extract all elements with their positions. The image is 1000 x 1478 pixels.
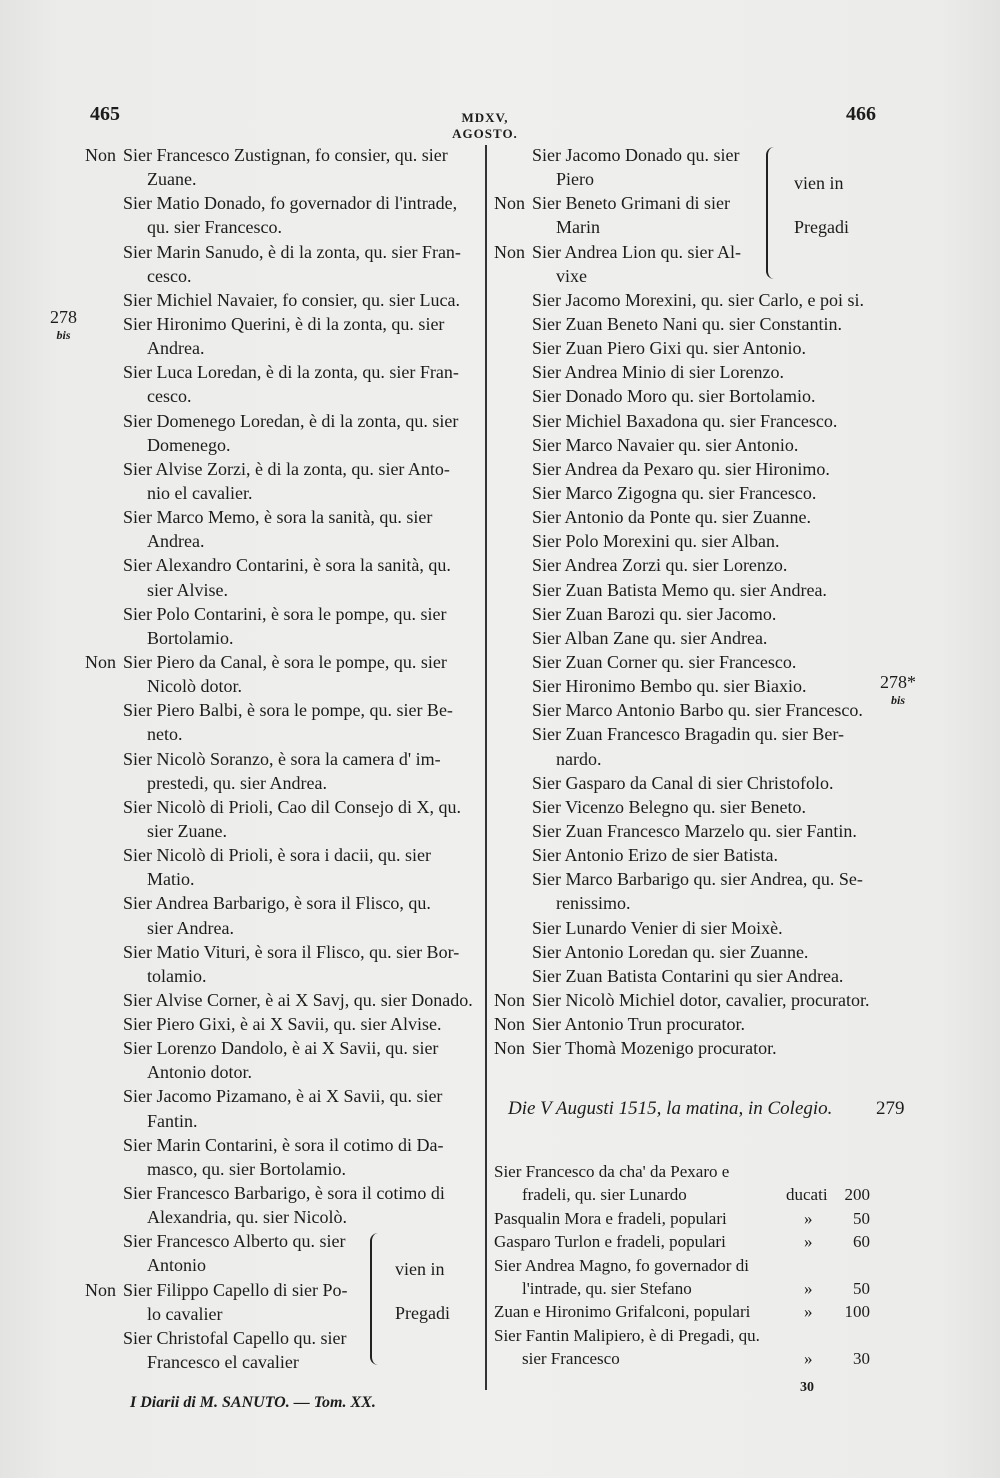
entry-line: Sier Marco Barbarigo qu. sier Andrea, qu. Se-: [532, 869, 863, 890]
amount: 100: [844, 1302, 870, 1322]
entry: [85, 795, 477, 843]
amount: 50: [853, 1278, 870, 1298]
entry-line: Sier Marin Contarini, è sora il cotimo di Da-: [123, 1134, 444, 1155]
entry-line: Sier Piero Balbi, è sora le pompe, qu. sier Be-: [123, 700, 453, 721]
entry: [494, 698, 880, 722]
entry-line: Sier Andrea da Pexaro qu. sier Hironimo.: [532, 458, 830, 479]
entry-line: Sier Matio Donado, fo governador di l'intrade,: [123, 193, 458, 214]
entry-line: renissimo.: [556, 893, 631, 914]
amount: 200: [844, 1185, 870, 1205]
entry: [494, 288, 880, 312]
entry: [494, 553, 880, 577]
entry: [494, 988, 880, 1012]
entry-line: Antonio dotor.: [147, 1062, 253, 1083]
entry-line: Sier Marin Sanudo, è di la zonta, qu. sier Fran-: [123, 241, 461, 262]
entry-line: cesco.: [147, 265, 192, 286]
entry: [85, 553, 477, 601]
entry: [494, 795, 880, 819]
entry-line: tolamio.: [147, 965, 207, 986]
entry-line: Sier Beneto Grimani di sier: [532, 193, 730, 214]
entry-line: neto.: [147, 724, 183, 745]
page-footer: I Diarii di M. SANUTO. — Tom. XX.: [130, 1394, 376, 1411]
entry-line: Sier Zuan Batista Contarini qu sier Andrea.: [532, 965, 844, 986]
entry: [85, 1036, 477, 1084]
entry-line: sier Zuane.: [147, 820, 227, 841]
entry-line: Matio.: [147, 869, 195, 890]
running-header: MDXV, AGOSTO.: [452, 110, 518, 141]
entry: [85, 650, 477, 698]
brace: [370, 1233, 378, 1365]
entry-line: Antonio: [147, 1255, 207, 1276]
ditto-mark: »: [804, 1208, 813, 1228]
amount: 50: [853, 1208, 870, 1228]
entry-line: Sier Matio Vituri, è sora il Flisco, qu. sier Bor-: [123, 941, 460, 962]
entry-line: Sier Domenego Loredan, è di la zonta, qu. sier: [123, 410, 459, 431]
entry: [494, 867, 880, 915]
entry-line: Sier Polo Morexini qu. sier Alban.: [532, 531, 780, 552]
entry: [85, 1084, 477, 1132]
entry: [494, 433, 880, 457]
entry: [494, 650, 880, 674]
ditto-mark: »: [804, 1349, 813, 1369]
entry: [494, 529, 880, 553]
entry: [494, 626, 880, 650]
entry-line: qu. sier Francesco.: [147, 217, 282, 238]
currency: ducati: [786, 1185, 828, 1205]
ledger-line: Sier Fantin Malipiero, è di Pregadi, qu.: [494, 1325, 760, 1345]
ledger-row: [494, 1207, 874, 1230]
group-label: Pregadi: [395, 1303, 450, 1324]
ledger-row: [494, 1277, 874, 1300]
entry-line: Sier Filippo Capello di sier Po-: [123, 1279, 348, 1300]
entry-line: Sier Antonio Loredan qu. sier Zuanne.: [532, 941, 809, 962]
entry-line: Sier Alvise Corner, è ai X Savj, qu. sier Donado.: [123, 989, 473, 1010]
left-page-number: 465: [90, 103, 120, 125]
entry-line: Sier Marco Antonio Barbo qu. sier Francesco.: [532, 700, 863, 721]
entry: [494, 964, 880, 988]
entry: [494, 312, 880, 336]
entry-line: Alexandria, qu. sier Nicolò.: [147, 1207, 347, 1228]
entry-line: nio el cavalier.: [147, 482, 253, 503]
entry-line: Sier Alvise Zorzi, è di la zonta, qu. sier Anto-: [123, 458, 450, 479]
ledger-row: [494, 1300, 874, 1323]
entry-line: sier Andrea.: [147, 917, 234, 938]
non-marker: Non: [85, 145, 116, 165]
entry-line: Sier Gasparo da Canal di sier Christofolo.: [532, 772, 834, 793]
entry-line: Sier Zuan Barozi qu. sier Jacomo.: [532, 603, 777, 624]
entry: [85, 409, 477, 457]
entry-line: Sier Polo Contarini, è sora le pompe, qu. sier: [123, 603, 447, 624]
right-margin-note: [880, 673, 916, 709]
entry-line: Sier Piero Gixi, è ai X Savii, qu. sier Alvise.: [123, 1014, 442, 1035]
non-marker: Non: [85, 651, 116, 672]
bracketed-group: [85, 1229, 477, 1374]
entry-line: Sier Christofal Capello qu. sier: [123, 1327, 347, 1348]
entry-line: Sier Francesco Zustignan, fo consier, qu. sier: [123, 145, 448, 165]
ledger-row: [494, 1230, 874, 1253]
entry-line: Sier Nicolò Soranzo, è sora la camera d' im-: [123, 748, 441, 769]
entry: [494, 360, 880, 384]
entry-line: Sier Lorenzo Dandolo, è ai X Savii, qu. sier: [123, 1038, 439, 1059]
ledger-name: sier Francesco: [522, 1349, 620, 1369]
ledger-row: [494, 1183, 874, 1206]
entry: [85, 191, 477, 239]
entry-line: Sier Zuan Francesco Bragadin qu. sier Ber-: [532, 724, 845, 745]
entry-line: Sier Zuan Corner qu. sier Francesco.: [532, 651, 797, 672]
non-marker: Non: [494, 1014, 525, 1035]
entry-line: Sier Nicolò di Prioli, è sora i dacii, qu. sier: [123, 845, 431, 866]
ledger-name: Pasqualin Mora e fradeli, populari: [494, 1208, 727, 1228]
entry-line: Sier Marco Memo, è sora la sanità, qu. sier: [123, 507, 433, 528]
entry-line: prestedi, qu. sier Andrea.: [147, 772, 327, 793]
non-marker: Non: [85, 1279, 116, 1300]
entry: [85, 457, 477, 505]
entry: [494, 722, 880, 770]
left-margin-note: [50, 308, 77, 344]
entry: [85, 143, 477, 191]
entry-line: Piero: [556, 169, 594, 190]
entry: [494, 916, 880, 940]
entry-line: Sier Piero da Canal, è sora le pompe, qu. sier: [123, 651, 447, 672]
entry: [494, 336, 880, 360]
entry-line: Sier Thomà Mozenigo procurator.: [532, 1038, 777, 1059]
ledger-name: Gasparo Turlon e fradeli, populari: [494, 1232, 726, 1252]
entry: [494, 1036, 880, 1060]
entry-line: vixe: [556, 265, 587, 286]
entry-line: Fantin.: [147, 1110, 198, 1131]
entry-line: Sier Andrea Barbarigo, è sora il Flisco, qu.: [123, 893, 431, 914]
entry: [85, 1133, 477, 1181]
entry-line: Sier Zuan Piero Gixi qu. sier Antonio.: [532, 338, 806, 359]
ledger-line: Sier Andrea Magno, fo governador di: [494, 1255, 749, 1275]
entry: [85, 940, 477, 988]
column-divider: [485, 145, 487, 1390]
entry-line: sier Alvise.: [147, 579, 228, 600]
entry-line: Sier Hironimo Querini, è di la zonta, qu. sier: [123, 313, 445, 334]
entry: [494, 505, 880, 529]
entry-line: Sier Marco Navaier qu. sier Antonio.: [532, 434, 799, 455]
entry-line: Sier Michiel Navaier, fo consier, qu. sier Luca.: [123, 289, 460, 310]
brace: [766, 147, 774, 279]
entry-line: cesco.: [147, 386, 192, 407]
section-number: 279: [876, 1098, 905, 1119]
margin-bis: bis: [890, 693, 905, 707]
ledger-name: fradeli, qu. sier Lunardo: [522, 1185, 687, 1205]
ledger-name: l'intrade, qu. sier Stefano: [522, 1278, 692, 1298]
entry-line: Andrea.: [147, 531, 205, 552]
entry-line: Sier Alban Zane qu. sier Andrea.: [532, 627, 768, 648]
entry: [85, 1326, 477, 1374]
entry-line: Sier Francesco Barbarigo, è sora il cotimo di: [123, 1183, 445, 1204]
entry: [494, 843, 880, 867]
entry-line: Zuane.: [147, 169, 197, 190]
entry-line: Sier Michiel Baxadona qu. sier Francesco.: [532, 410, 838, 431]
entry: [494, 240, 880, 288]
entry-line: Andrea.: [147, 338, 205, 359]
entry: [85, 988, 477, 1012]
entry-line: nardo.: [556, 748, 602, 769]
entry: [494, 771, 880, 795]
entry: [85, 891, 477, 939]
entry-line: Sier Marco Zigogna qu. sier Francesco.: [532, 482, 817, 503]
entry: [494, 578, 880, 602]
entry: [494, 481, 880, 505]
entry: [494, 457, 880, 481]
ledger-name: Zuan e Hironimo Grifalconi, populari: [494, 1302, 751, 1322]
entry: [85, 360, 477, 408]
entry: [494, 384, 880, 408]
entry: [494, 674, 880, 698]
entry-line: Bortolamio.: [147, 627, 234, 648]
entry-line: Sier Andrea Zorzi qu. sier Lorenzo.: [532, 555, 788, 576]
entry-line: Sier Luca Loredan, è di la zonta, qu. sier Fran-: [123, 362, 459, 383]
entry: [85, 698, 477, 746]
entry-line: Sier Zuan Batista Memo qu. sier Andrea.: [532, 579, 827, 600]
non-marker: Non: [494, 193, 525, 214]
margin-bis: bis: [56, 328, 71, 342]
non-marker: Non: [494, 241, 525, 262]
entry-line: Sier Antonio Trun procurator.: [532, 1014, 746, 1035]
margin-number: 278: [50, 307, 77, 327]
right-page-number: 466: [846, 103, 876, 125]
bracketed-group: [494, 143, 880, 288]
ledger-table: [494, 1160, 874, 1371]
entry-line: masco, qu. sier Bortolamio.: [147, 1158, 346, 1179]
entry: [85, 1012, 477, 1036]
group-label: vien in: [794, 173, 844, 193]
entry: [85, 240, 477, 288]
amount: 30: [853, 1349, 870, 1369]
entry: [494, 1012, 880, 1036]
signature-mark: 30: [800, 1380, 814, 1395]
entry-line: Sier Donado Moro qu. sier Bortolamio.: [532, 386, 816, 407]
entry-line: Sier Andrea Lion qu. sier Al-: [532, 241, 741, 262]
ditto-mark: »: [804, 1302, 813, 1322]
entry-line: Sier Lunardo Venier di sier Moixè.: [532, 917, 783, 938]
ledger-row: [494, 1347, 874, 1370]
entry-line: Sier Nicolò Michiel dotor, cavalier, procurator.: [532, 989, 870, 1010]
ledger-line: Sier Francesco da cha' da Pexaro e: [494, 1162, 730, 1181]
entry-line: Francesco el cavalier: [147, 1352, 299, 1373]
entry: [85, 1181, 477, 1229]
left-column: [85, 143, 477, 1374]
entry-line: Sier Hironimo Bembo qu. sier Biaxio.: [532, 676, 807, 697]
entry-line: Sier Francesco Alberto qu. sier: [123, 1231, 346, 1252]
entry: [85, 312, 477, 360]
entry-line: Sier Zuan Beneto Nani qu. sier Constantin.: [532, 313, 842, 334]
entry: [494, 940, 880, 964]
non-marker: Non: [494, 989, 525, 1010]
entry-line: Sier Jacomo Pizamano, è ai X Savii, qu. sier: [123, 1086, 443, 1107]
entry: [85, 602, 477, 650]
ditto-mark: »: [804, 1232, 813, 1252]
group-label: Pregadi: [794, 217, 849, 237]
entry: [85, 288, 477, 312]
entry-line: Sier Jacomo Donado qu. sier: [532, 145, 740, 165]
entry-line: Sier Andrea Minio di sier Lorenzo.: [532, 362, 784, 383]
entry-line: Nicolò dotor.: [147, 676, 242, 697]
group-label: vien in: [395, 1259, 445, 1280]
entry-line: Sier Antonio Erizo de sier Batista.: [532, 845, 778, 866]
non-marker: Non: [494, 1038, 525, 1059]
margin-number: 278*: [880, 672, 916, 692]
entry: [85, 505, 477, 553]
entry: [85, 747, 477, 795]
entry-line: Sier Nicolò di Prioli, Cao dil Consejo di X, qu.: [123, 796, 461, 817]
amount: 60: [853, 1232, 870, 1252]
entry-line: Sier Zuan Francesco Marzelo qu. sier Fantin.: [532, 820, 857, 841]
section-dateline: Die V Augusti 1515, la matina, in Colegio.: [508, 1098, 833, 1119]
entry: [494, 409, 880, 433]
entry-line: Sier Antonio da Ponte qu. sier Zuanne.: [532, 507, 811, 528]
entry-line: lo cavalier: [147, 1303, 223, 1324]
ditto-mark: »: [804, 1278, 813, 1298]
entry-line: Domenego.: [147, 434, 231, 455]
entry-line: Sier Vicenzo Belegno qu. sier Beneto.: [532, 796, 807, 817]
entry-line: Sier Jacomo Morexini, qu. sier Carlo, e poi si.: [532, 289, 864, 310]
entry: [494, 602, 880, 626]
entry-line: Marin: [556, 217, 600, 238]
right-column: [494, 143, 880, 1060]
entry-line: Sier Alexandro Contarini, è sora la sanità, qu.: [123, 555, 451, 576]
entry: [85, 843, 477, 891]
entry: [494, 819, 880, 843]
